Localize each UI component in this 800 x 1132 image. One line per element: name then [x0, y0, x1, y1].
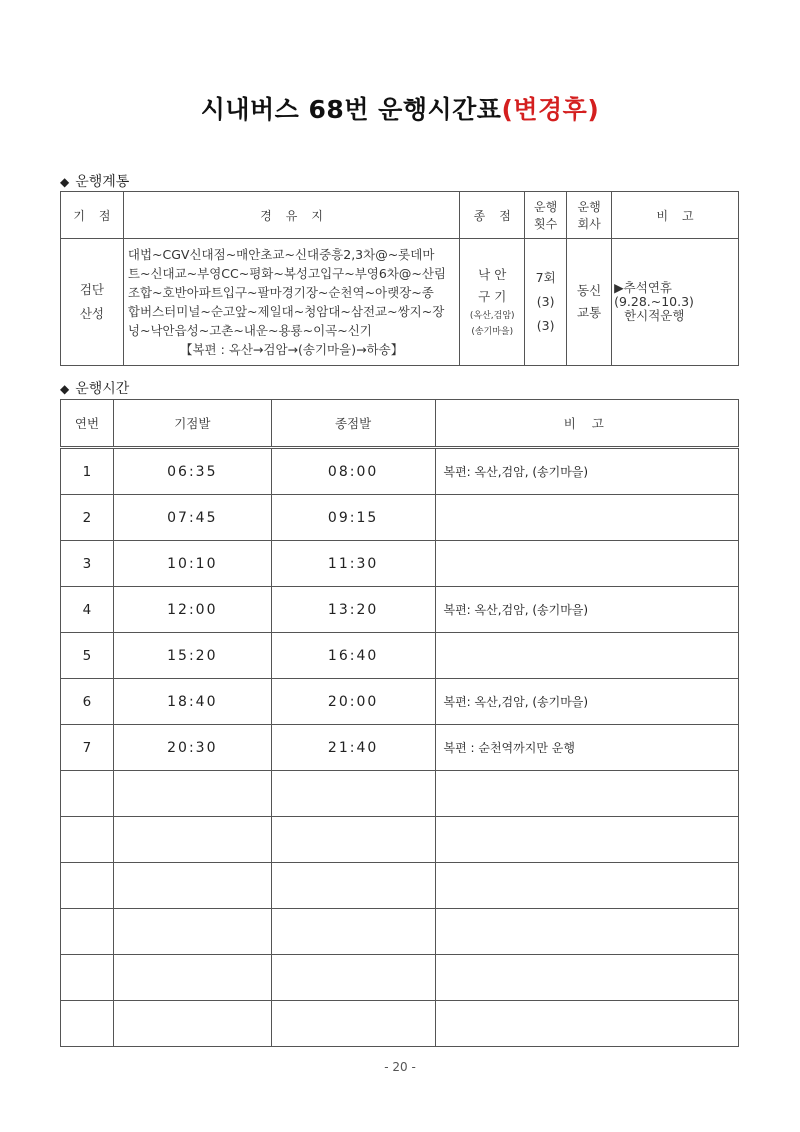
remarks-cell: ▶추석연휴(9.28.~10.3) 한시적운행: [612, 239, 739, 366]
header-depart-terminus: 종점발: [271, 400, 435, 448]
table-row: [61, 448, 739, 495]
terminus-departure-time: 08:00: [271, 448, 435, 495]
table-row: [61, 587, 739, 633]
origin-cell: 검단 산성: [61, 239, 124, 366]
table-row: [61, 771, 739, 817]
route-table: [60, 191, 739, 366]
header-depart-origin: 기점발: [113, 400, 271, 448]
row-number: 5: [61, 633, 114, 679]
route-body-row: [61, 239, 739, 366]
terminus-cell: 낙 안 구 기 (옥산,검암) (송기마을): [460, 239, 525, 366]
diamond-bullet-icon: ◆: [60, 382, 70, 396]
table-row: [61, 909, 739, 955]
table-row: [61, 541, 739, 587]
row-number: 1: [61, 448, 114, 495]
row-remarks: [435, 955, 739, 1001]
origin-departure-time: [113, 863, 271, 909]
via-return-route: 【복편 : 옥산→검암→(송기마을)→하송】: [179, 342, 404, 357]
table-row: [61, 817, 739, 863]
diamond-bullet-icon: ◆: [60, 175, 70, 189]
table-row: [61, 633, 739, 679]
table-row: [61, 1001, 739, 1047]
terminus-departure-time: [271, 771, 435, 817]
row-remarks: [435, 909, 739, 955]
origin-departure-time: [113, 909, 271, 955]
origin-departure-time: 20:30: [113, 725, 271, 771]
origin-departure-time: 18:40: [113, 679, 271, 725]
terminus-departure-time: 13:20: [271, 587, 435, 633]
origin-departure-time: 07:45: [113, 495, 271, 541]
row-remarks: [435, 817, 739, 863]
terminus-departure-time: 21:40: [271, 725, 435, 771]
terminus-departure-time: [271, 863, 435, 909]
header-remarks: 비 고: [435, 400, 739, 448]
table-row: [61, 863, 739, 909]
table-row: [61, 725, 739, 771]
row-number: [61, 1001, 114, 1047]
row-remarks: [435, 633, 739, 679]
table-row: [61, 679, 739, 725]
terminus-departure-time: [271, 817, 435, 863]
header-origin: 기점: [61, 192, 124, 239]
origin-departure-time: [113, 817, 271, 863]
page-number: - 20 -: [384, 1060, 416, 1074]
terminus-departure-time: 20:00: [271, 679, 435, 725]
origin-departure-time: [113, 771, 271, 817]
row-remarks: [435, 1001, 739, 1047]
origin-departure-time: [113, 955, 271, 1001]
company-cell: 동신 교통: [567, 239, 612, 366]
origin-departure-time: 12:00: [113, 587, 271, 633]
row-number: [61, 771, 114, 817]
row-number: [61, 955, 114, 1001]
row-number: 2: [61, 495, 114, 541]
origin-departure-time: [113, 1001, 271, 1047]
row-remarks: 복편: 옥산,검암, (송기마을): [435, 587, 739, 633]
schedule-table: [60, 399, 739, 1047]
row-remarks: 복편 : 순천역까지만 운행: [435, 725, 739, 771]
terminus-departure-time: [271, 1001, 435, 1047]
title-main: 시내버스 68번 운행시간표: [200, 95, 502, 124]
row-number: [61, 863, 114, 909]
origin-departure-time: 06:35: [113, 448, 271, 495]
row-remarks: 복편: 옥산,검암, (송기마을): [435, 448, 739, 495]
origin-departure-time: 10:10: [113, 541, 271, 587]
header-remarks: 비고: [612, 192, 739, 239]
route-header-row: [61, 192, 739, 239]
row-remarks: [435, 495, 739, 541]
schedule-header-row: [61, 400, 739, 448]
header-terminus: 종점: [460, 192, 525, 239]
terminus-departure-time: [271, 909, 435, 955]
title-highlight: (변경후): [501, 95, 600, 124]
section-label-route: ◆ 운행계통: [60, 174, 130, 190]
header-via: 경유지: [123, 192, 459, 239]
row-remarks: 복편: 옥산,검암, (송기마을): [435, 679, 739, 725]
terminus-departure-time: [271, 955, 435, 1001]
page-title: [0, 90, 800, 126]
section-label-schedule: ◆ 운행시간: [60, 381, 130, 397]
row-number: [61, 817, 114, 863]
terminus-departure-time: 11:30: [271, 541, 435, 587]
row-number: 4: [61, 587, 114, 633]
row-number: 3: [61, 541, 114, 587]
row-number: 7: [61, 725, 114, 771]
row-number: 6: [61, 679, 114, 725]
origin-departure-time: 15:20: [113, 633, 271, 679]
runs-cell: 7회 (3) (3): [525, 239, 567, 366]
header-company: 운행 회사: [567, 192, 612, 239]
row-remarks: [435, 863, 739, 909]
terminus-departure-time: 16:40: [271, 633, 435, 679]
header-no: 연번: [61, 400, 114, 448]
table-row: [61, 495, 739, 541]
row-number: [61, 909, 114, 955]
row-remarks: [435, 541, 739, 587]
table-row: [61, 955, 739, 1001]
terminus-departure-time: 09:15: [271, 495, 435, 541]
via-cell: 대법~CGV신대점~매안초교~신대중흥2,3차@~롯데마 트~신대교~부영CC~평화~복성고입구~부영6차@~산림 조합~호반아파트입구~팔마경기장~순천역~아랫장~종 합버스터미널~순고앞~제일대~청암대~삼전교~쌍지~장 넝~낙안읍성~고촌~내운~용룡~이곡~신기 【복편 : 옥산→검암→(송기마을)→하송】: [123, 239, 459, 366]
header-runs: 운행 횟수: [525, 192, 567, 239]
row-remarks: [435, 771, 739, 817]
